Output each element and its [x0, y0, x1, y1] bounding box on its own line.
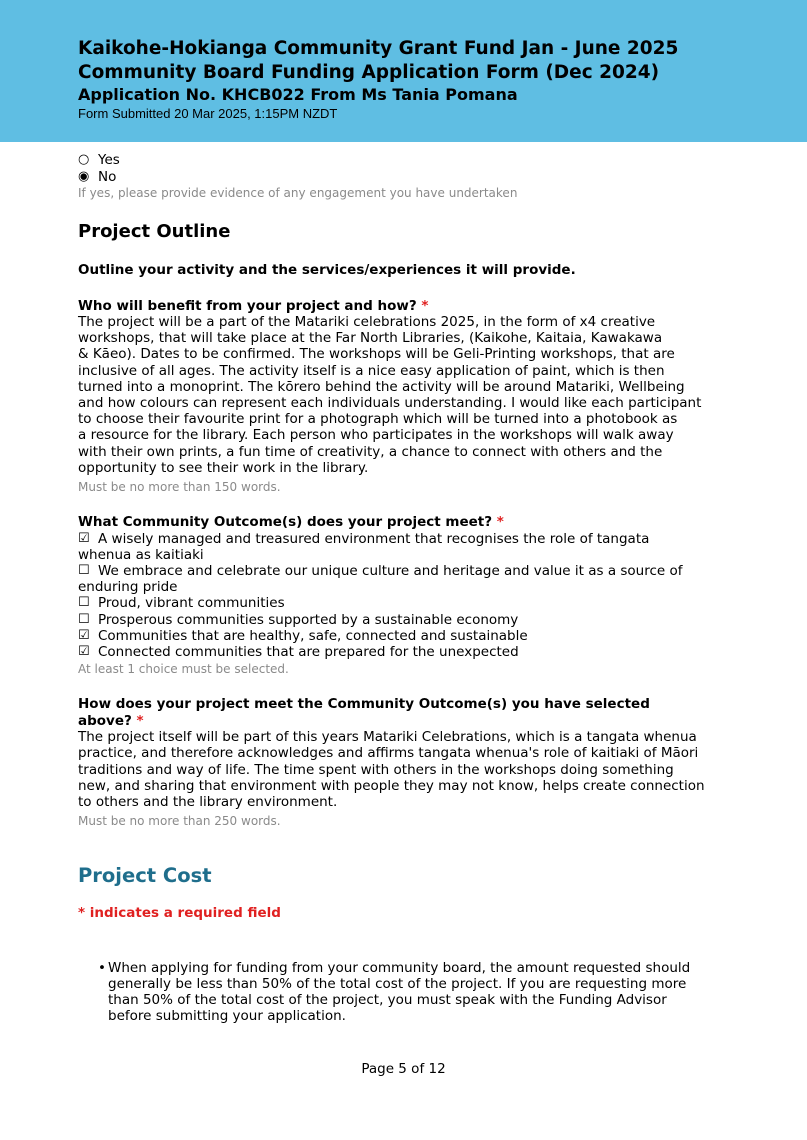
- outcome-label-continued: enduring pride: [78, 579, 178, 596]
- question-label-continued: above?: [78, 712, 132, 729]
- answer-line: a resource for the library. Each person who participates in the workshops will walk away: [78, 427, 674, 444]
- question-label: What Community Outcome(s) does your project meet?: [78, 514, 493, 531]
- checkbox-checked-icon: ☑: [78, 530, 90, 546]
- outcome-label: Communities that are healthy, safe, connected and sustainable: [98, 627, 528, 644]
- funding-info-bullet: [78, 960, 738, 1025]
- radio-label-no: No: [98, 168, 117, 185]
- submitted-timestamp: Form Submitted 20 Mar 2025, 1:15PM NZDT: [78, 106, 338, 121]
- section-title-project-cost: Project Cost: [78, 864, 212, 888]
- checkbox-unchecked-icon: ☐: [78, 562, 90, 578]
- answer-line: The project itself will be part of this years Matariki Celebrations, which is a tangata whenua: [78, 729, 697, 746]
- radio-label-yes: Yes: [98, 152, 120, 168]
- radio-option-yes[interactable]: [78, 152, 738, 169]
- outcomes-checkbox-list: [78, 531, 738, 661]
- outcome-checkbox-item[interactable]: [78, 531, 738, 547]
- required-marker: *: [136, 712, 144, 729]
- outcome-label-continued: whenua as kaitiaki: [78, 546, 204, 563]
- answer-line: new, and sharing that environment with people they may not know, helps create connection: [78, 777, 705, 794]
- outcome-label: Prosperous communities supported by a sustainable economy: [98, 611, 519, 628]
- checkbox-unchecked-icon: ☐: [78, 595, 90, 611]
- answer-line: to others and the library environment.: [78, 793, 338, 810]
- checkbox-checked-icon: ☑: [78, 643, 90, 659]
- checkbox-checked-icon: ☑: [78, 627, 90, 643]
- required-marker: *: [421, 297, 429, 314]
- answer-line: The project will be a part of the Matariki celebrations 2025, in the form of x4 creative: [78, 314, 656, 330]
- outcome-checkbox-item[interactable]: [78, 595, 738, 611]
- question-how-meets-outcomes: [78, 696, 738, 729]
- outcome-label: Connected communities that are prepared for the unexpected: [98, 643, 519, 660]
- answer-line: inclusive of all ages. The activity itself is a nice easy application of paint, which is then: [78, 362, 665, 379]
- form-content: [78, 152, 738, 1024]
- word-limit-hint: Must be no more than 250 words.: [78, 814, 281, 829]
- application-number: Application No. KHCB022 From Ms Tania Pomana: [78, 85, 518, 104]
- outline-intro: Outline your activity and the services/experiences it will provide.: [78, 262, 576, 278]
- question-who-benefits: [78, 298, 738, 315]
- choice-hint: At least 1 choice must be selected.: [78, 662, 289, 677]
- engagement-radio-group: [78, 152, 738, 201]
- outcome-checkbox-item[interactable]: [78, 628, 738, 644]
- outcome-label: Proud, vibrant communities: [98, 595, 285, 612]
- section-title-project-outline: Project Outline: [78, 221, 231, 242]
- outcome-checkbox-item[interactable]: [78, 644, 738, 660]
- answer-line: opportunity to see their work in the library.: [78, 459, 369, 476]
- radio-selected-icon: ◉: [78, 168, 90, 184]
- bullet-line: When applying for funding from your community board, the amount requested should: [108, 959, 691, 976]
- radio-option-no[interactable]: [78, 169, 738, 186]
- answer-line: and how colours can represent each individuals understanding. I would like each participant: [78, 395, 702, 412]
- outcome-checkbox-item[interactable]: [78, 563, 738, 579]
- answer-line: with their own prints, a fun time of creativity, a chance to connect with others and the: [78, 443, 663, 460]
- form-title-line2: Community Board Funding Application Form (Dec 2024): [78, 62, 660, 83]
- answer-how-meets-outcomes: [78, 729, 738, 810]
- outcome-label: We embrace and celebrate our unique culture and heritage and value it as a source of: [98, 562, 683, 579]
- answer-line: traditions and way of life. The time spent with others in the workshops doing something: [78, 761, 674, 778]
- form-title-line1: Kaikohe-Hokianga Community Grant Fund Jan - June 2025: [78, 38, 679, 59]
- outcome-label: A wisely managed and treasured environment that recognises the role of tangata: [98, 530, 650, 547]
- required-marker: *: [496, 514, 504, 531]
- engagement-hint: If yes, please provide evidence of any engagement you have undertaken: [78, 186, 518, 200]
- answer-line: practice, and therefore acknowledges and affirms tangata whenua's role of kaitiaki of Māori: [78, 745, 699, 762]
- word-limit-hint: Must be no more than 150 words.: [78, 480, 281, 495]
- question-label: How does your project meet the Community Outcome(s) you have selected: [78, 696, 650, 713]
- bullet-line: before submitting your application.: [108, 1008, 346, 1025]
- radio-unselected-icon: ○: [78, 152, 90, 167]
- answer-who-benefits: [78, 314, 738, 476]
- page-number: Page 5 of 12: [361, 1061, 446, 1077]
- form-header: [0, 0, 807, 142]
- bullet-line: generally be less than 50% of the total cost of the project. If you are requesting more: [108, 975, 687, 992]
- answer-line: turned into a monoprint. The kōrero behind the activity will be around Matariki, Wellbeing: [78, 378, 685, 395]
- question-community-outcomes: [78, 514, 738, 531]
- answer-line: to choose their favourite print for a photograph which will be turned into a photobook as: [78, 411, 678, 428]
- answer-line: & Kāeo). Dates to be confirmed. The workshops will be Geli-Printing workshops, that are: [78, 346, 675, 363]
- checkbox-unchecked-icon: ☐: [78, 611, 90, 627]
- bullet-icon: •: [98, 959, 106, 976]
- bullet-line: than 50% of the total cost of the project, you must speak with the Funding Advisor: [108, 992, 667, 1009]
- answer-line: workshops, that will take place at the Far North Libraries, (Kaikohe, Kaitaia, Kawakawa: [78, 330, 663, 347]
- question-label: Who will benefit from your project and how?: [78, 297, 417, 314]
- outcome-checkbox-item[interactable]: [78, 612, 738, 628]
- required-field-note: * indicates a required field: [78, 905, 281, 922]
